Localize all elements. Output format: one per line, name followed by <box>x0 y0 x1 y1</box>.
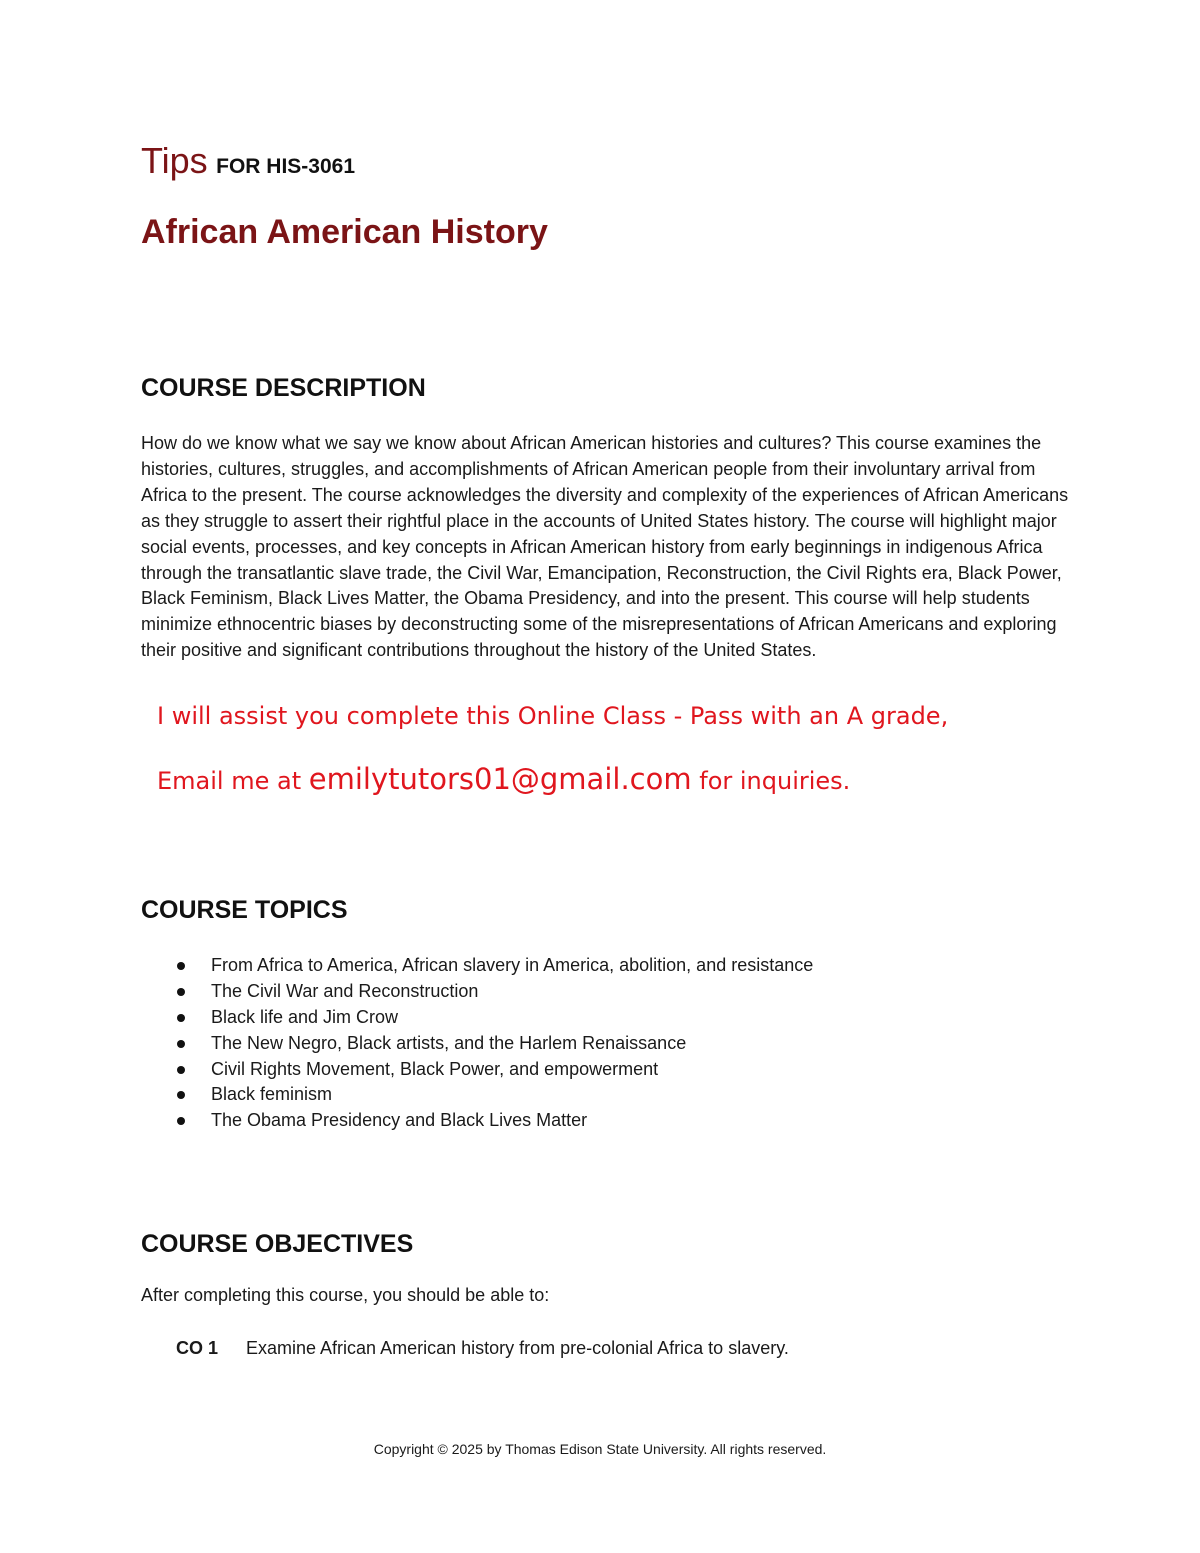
promo-email: emilytutors01@gmail.com <box>308 762 692 796</box>
list-item <box>172 979 813 1005</box>
tips-header <box>141 140 355 182</box>
topic-text: Civil Rights Movement, Black Power, and empowerment <box>211 1058 659 1079</box>
topic-text: The Obama Presidency and Black Lives Matter <box>211 1110 588 1131</box>
promo-email-prefix: Email me at <box>157 767 309 795</box>
objectives-intro: After completing this course, you should be able to: <box>141 1285 550 1305</box>
topic-text: Black life and Jim Crow <box>211 1006 399 1027</box>
list-item <box>172 1057 813 1083</box>
bullet-icon <box>177 1091 185 1099</box>
list-item <box>172 953 813 979</box>
course-topics-list <box>172 953 813 1134</box>
tips-label: Tips <box>141 140 208 181</box>
bullet-icon <box>177 1117 185 1125</box>
bullet-icon <box>177 1014 185 1022</box>
topic-text: Black feminism <box>211 1084 333 1105</box>
list-item <box>172 1108 813 1134</box>
course-title: African American History <box>141 213 548 251</box>
promo-email-suffix: for inquiries. <box>691 767 851 795</box>
list-item <box>172 1082 813 1108</box>
bullet-icon <box>177 962 185 970</box>
bullet-icon <box>177 988 185 996</box>
objective-text: Examine African American history from pre-colonial Africa to slavery. <box>246 1338 789 1358</box>
promo-line-2 <box>157 762 850 796</box>
list-item <box>172 1005 813 1031</box>
copyright-footer: Copyright © 2025 by Thomas Edison State University. All rights reserved. <box>373 1441 827 1457</box>
list-item <box>172 1031 813 1057</box>
topic-text: The Civil War and Reconstruction <box>211 980 479 1001</box>
objective-item <box>176 1338 789 1359</box>
course-description-heading: COURSE DESCRIPTION <box>141 374 426 402</box>
course-code: FOR HIS-3061 <box>216 155 356 178</box>
objective-code: CO 1 <box>176 1338 219 1358</box>
topic-text: From Africa to America, African slavery in America, abolition, and resistance <box>211 955 814 975</box>
promo-line-1: I will assist you complete this Online Class - Pass with an A grade, <box>157 702 949 730</box>
bullet-icon <box>177 1040 185 1048</box>
course-description-body: How do we know what we say we know about African American histories and cultures? This course examines the histories, cultures, struggles, and accomplishments of African American people from their involuntary arrival from Africa to the present. The course acknowledges the diversity and complexity of the experiences of African Americans as they struggle to assert their rightful place in the accounts of United States history. The course will highlight major social events, processes, and key concepts in African American history from early beginnings in indigenous Africa through the transatlantic slave trade, the Civil War, Emancipation, Reconstruction, the Civil Rights era, Black Power, Black Feminism, Black Lives Matter, the Obama Presidency, and into the present. This course will help students minimize ethnocentric biases by deconstructing some of the misrepresentations of African Americans and exploring their positive and significant contributions throughout the history of the United States. <box>141 433 1069 661</box>
course-objectives-heading: COURSE OBJECTIVES <box>141 1230 414 1258</box>
course-topics-heading: COURSE TOPICS <box>141 896 348 924</box>
topic-text: The New Negro, Black artists, and the Harlem Renaissance <box>211 1032 687 1053</box>
bullet-icon <box>177 1066 185 1074</box>
